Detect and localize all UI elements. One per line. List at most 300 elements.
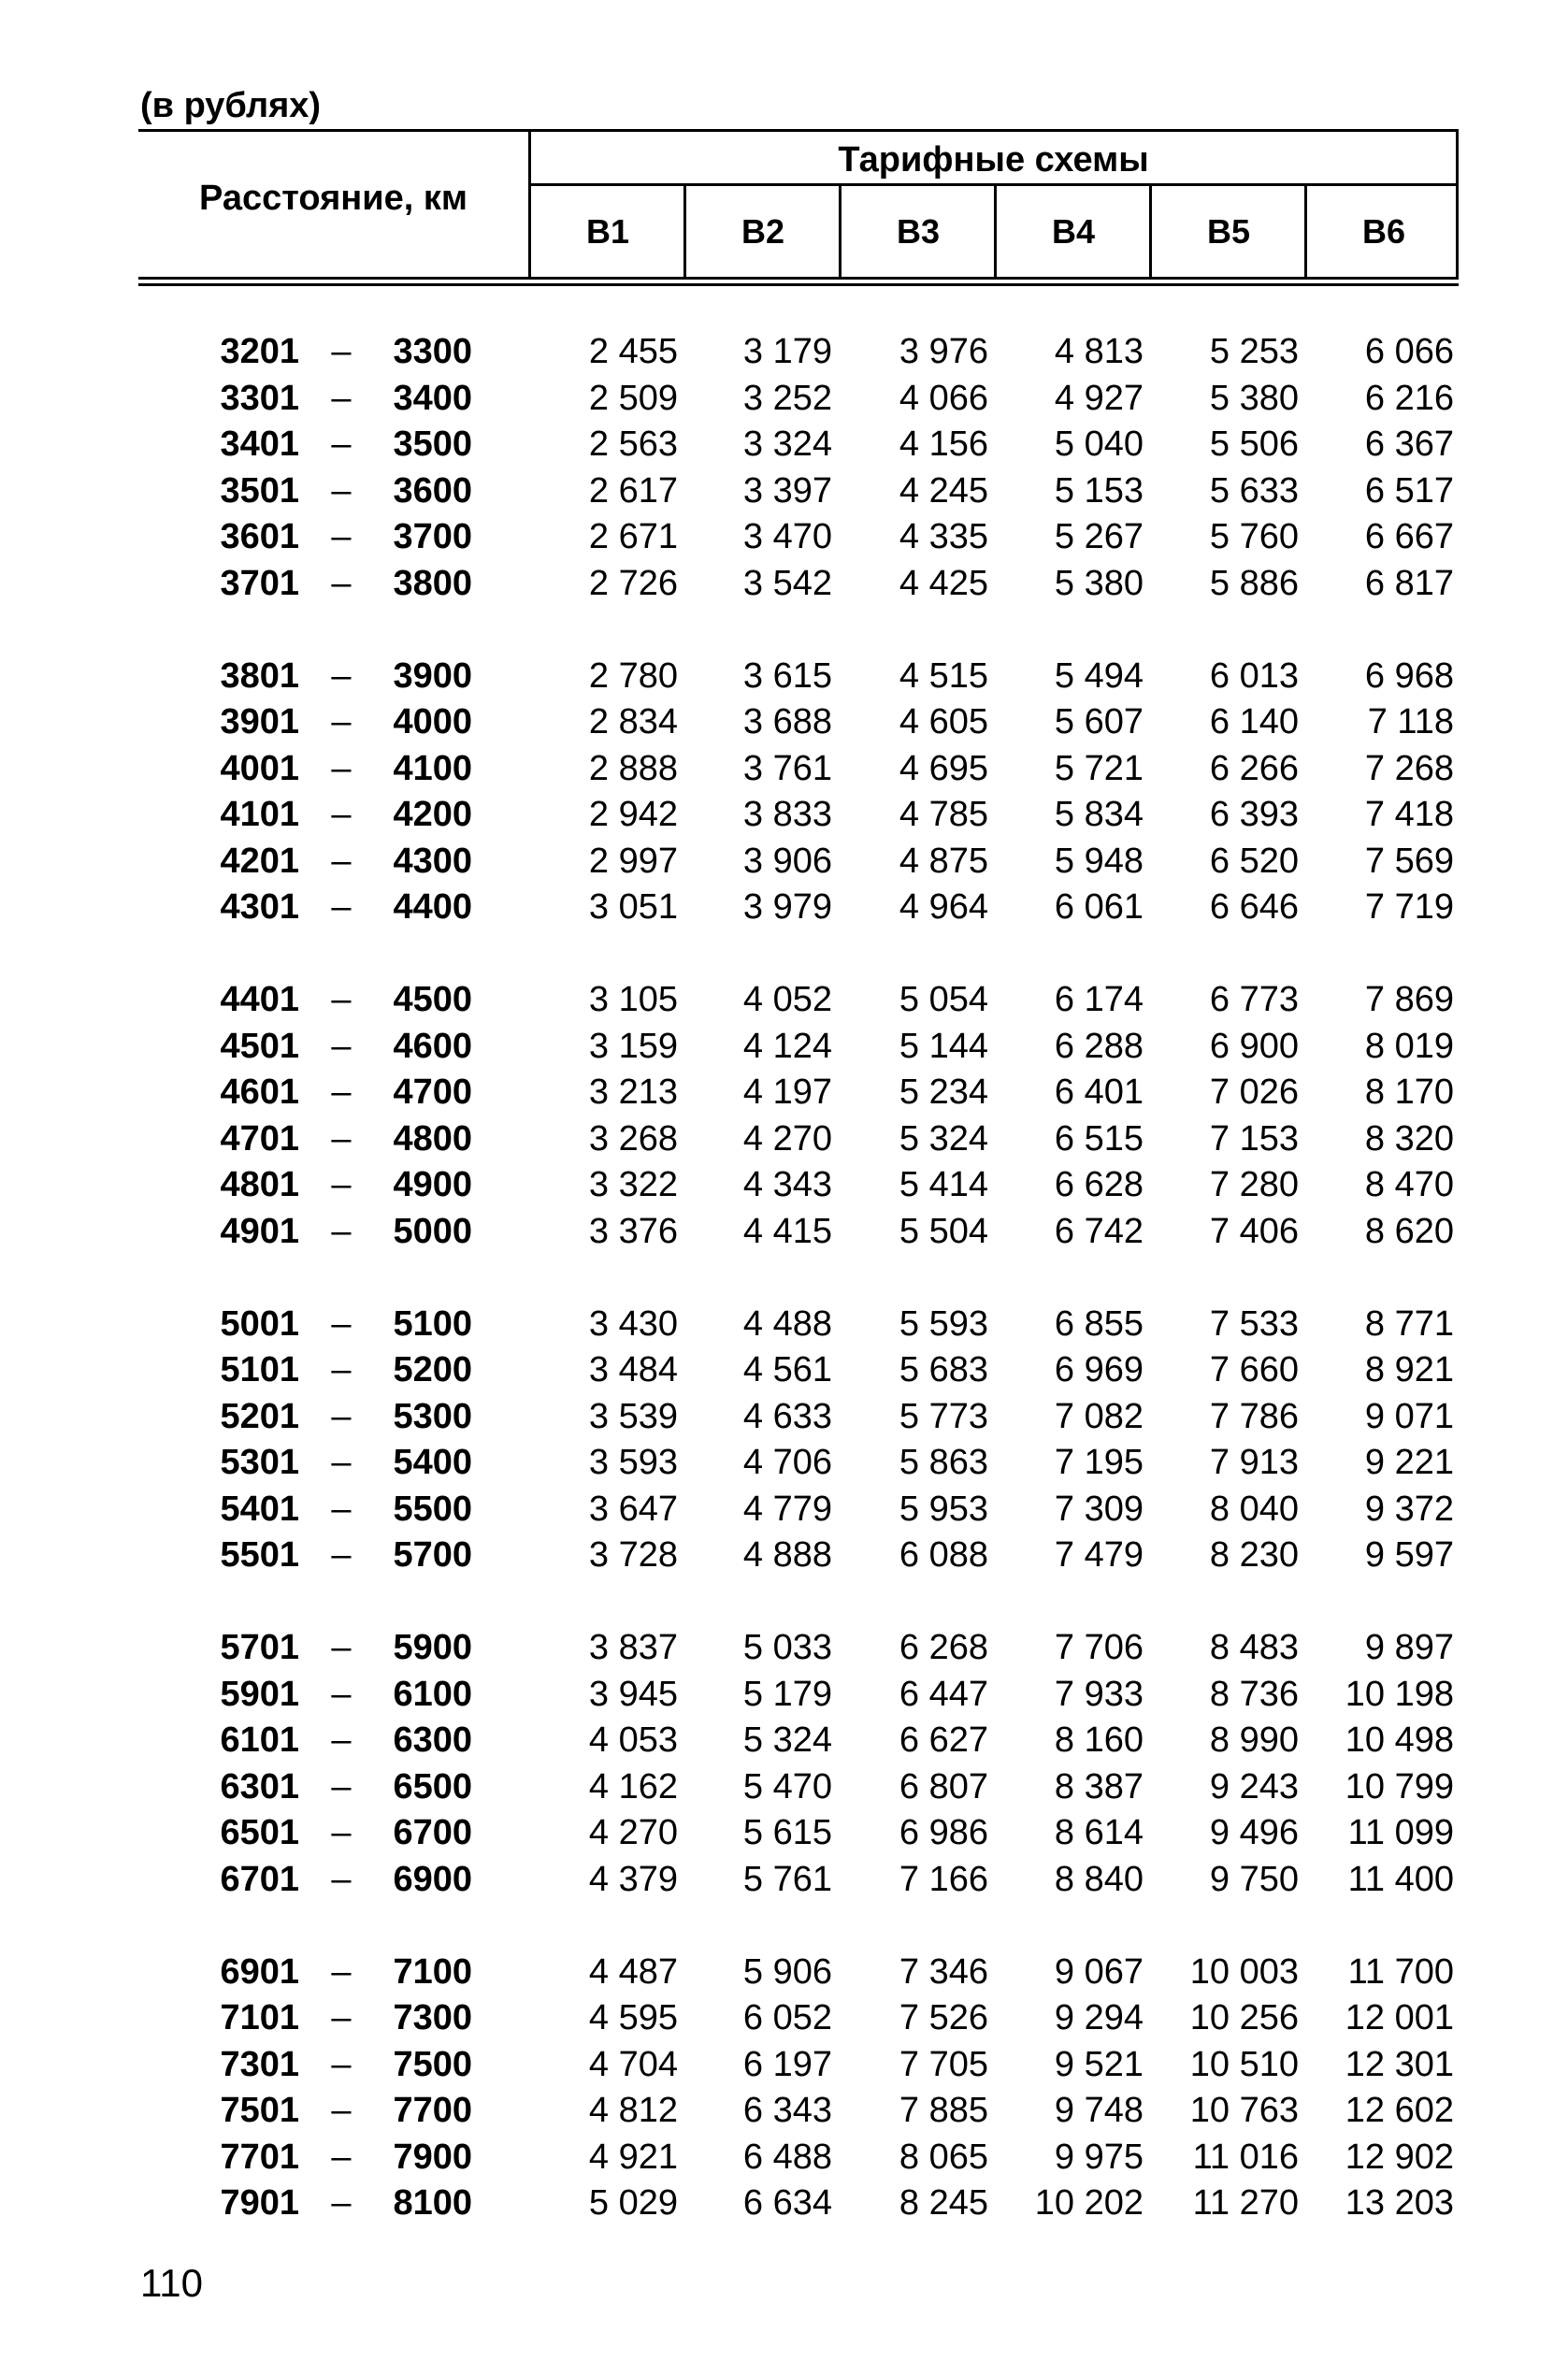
tariff-value-b1: 3 322 (588, 1165, 678, 1204)
tariff-value-b1: 3 837 (588, 1628, 678, 1667)
table-row (0, 885, 1568, 930)
tariff-value-b2: 3 615 (742, 655, 832, 696)
distance-from: 4801 (220, 1165, 299, 1204)
tariff-value-b6: 12 001 (1345, 1998, 1454, 2037)
distance-from: 3201 (220, 332, 299, 371)
tariff-value-b1: 3 159 (588, 1026, 678, 1066)
tariff-value-b6: 7 418 (1364, 795, 1454, 834)
tariff-value-b3: 7 526 (899, 1998, 988, 2037)
distance-to: 4300 (393, 841, 472, 881)
distance-dash: – (331, 1350, 352, 1389)
tariff-value-b1: 3 430 (588, 1303, 678, 1344)
tariff-value-b4: 8 387 (1054, 1766, 1144, 1806)
tariff-value-b1: 2 726 (588, 563, 678, 603)
distance-from: 3601 (220, 517, 299, 556)
tariff-value-b4: 5 380 (1054, 563, 1144, 603)
tariff-value-b2: 4 052 (742, 980, 832, 1019)
tariff-value-b1: 5 029 (588, 2183, 678, 2223)
table-row (0, 468, 1568, 514)
table-row (0, 2088, 1568, 2134)
distance-from: 4401 (220, 980, 299, 1019)
tariff-value-b3: 6 447 (899, 1674, 988, 1714)
distance-dash: – (331, 748, 352, 788)
distance-from: 5901 (220, 1674, 299, 1714)
tariff-value-b5: 8 990 (1209, 1720, 1299, 1760)
distance-dash: – (331, 1766, 352, 1806)
distance-dash: – (331, 517, 352, 556)
tariff-value-b2: 5 033 (742, 1628, 832, 1667)
tariff-value-b5: 5 253 (1209, 332, 1299, 371)
tariff-value-b5: 5 633 (1209, 470, 1299, 511)
tariff-value-b2: 4 633 (742, 1396, 832, 1436)
tariff-value-b4: 10 202 (1034, 2183, 1144, 2223)
table-row (0, 561, 1568, 607)
tariff-value-b6: 6 066 (1364, 332, 1454, 371)
tariff-value-b6: 12 902 (1345, 2137, 1454, 2177)
tariff-value-b6: 9 071 (1364, 1396, 1454, 1436)
tariff-value-b3: 4 605 (899, 702, 988, 741)
tariff-schemes-header: Тарифные схемы (838, 140, 1149, 180)
distance-to: 3300 (393, 332, 472, 371)
tariff-value-b5: 6 520 (1209, 841, 1299, 881)
table-row (0, 1209, 1568, 1255)
tariff-value-b2: 3 833 (742, 795, 832, 834)
distance-column-header: Расстояние, км (199, 179, 468, 218)
distance-from: 4701 (220, 1118, 299, 1159)
tariff-value-b6: 6 968 (1364, 655, 1454, 696)
tariff-value-b5: 10 510 (1189, 2044, 1299, 2084)
tariff-value-b4: 5 948 (1054, 841, 1144, 881)
table-row (0, 839, 1568, 885)
tariff-value-b6: 8 320 (1364, 1118, 1454, 1159)
distance-to: 3400 (393, 378, 472, 418)
tariff-value-b1: 3 647 (588, 1489, 678, 1529)
table-row (0, 1440, 1568, 1486)
distance-from: 7501 (220, 2091, 299, 2130)
distance-from: 4101 (220, 795, 299, 834)
distance-to: 4100 (393, 748, 472, 788)
distance-from: 4001 (220, 748, 299, 788)
tariff-value-b1: 2 509 (588, 378, 678, 418)
table-row (0, 1162, 1568, 1208)
distance-from: 4201 (220, 841, 299, 881)
distance-to: 4900 (393, 1165, 472, 1204)
tariff-value-b6: 6 817 (1364, 563, 1454, 603)
tariff-value-b2: 3 324 (742, 425, 832, 464)
tariff-value-b4: 6 969 (1054, 1350, 1144, 1389)
distance-dash: – (331, 1303, 352, 1344)
tariff-value-b6: 6 367 (1364, 425, 1454, 464)
tariff-value-b6: 7 118 (1367, 702, 1454, 741)
tariff-value-b1: 3 484 (588, 1350, 678, 1389)
table-row (0, 1533, 1568, 1578)
tariff-value-b5: 7 280 (1209, 1165, 1299, 1204)
distance-to: 3600 (393, 470, 472, 511)
tariff-value-b5: 6 900 (1209, 1026, 1299, 1066)
tariff-value-b3: 7 885 (899, 2091, 988, 2130)
tariff-value-b6: 11 099 (1347, 1813, 1454, 1852)
distance-from: 6501 (220, 1813, 299, 1852)
tariff-value-b4: 7 082 (1054, 1396, 1144, 1436)
tariff-value-b2: 4 779 (742, 1489, 832, 1529)
table-row (0, 2181, 1568, 2226)
tariff-value-b6: 12 301 (1345, 2044, 1454, 2084)
distance-to: 5200 (393, 1350, 472, 1389)
tariff-value-b5: 6 013 (1209, 655, 1299, 696)
tariff-value-b6: 8 921 (1364, 1350, 1454, 1389)
tariff-value-b5: 9 496 (1209, 1813, 1299, 1852)
tariff-value-b4: 7 706 (1054, 1628, 1144, 1667)
tariff-value-b1: 3 593 (588, 1443, 678, 1482)
distance-dash: – (331, 425, 352, 464)
table-row (0, 1302, 1568, 1347)
distance-to: 5100 (393, 1303, 472, 1344)
tariff-value-b6: 11 700 (1347, 1951, 1454, 1992)
tariff-value-b5: 7 533 (1209, 1303, 1299, 1344)
tariff-value-b6: 10 799 (1345, 1766, 1454, 1806)
tariff-value-b1: 4 053 (588, 1720, 678, 1760)
tariff-value-b6: 9 221 (1364, 1443, 1454, 1482)
distance-dash: – (331, 1489, 352, 1529)
tariff-value-b3: 5 593 (899, 1303, 988, 1344)
tariff-value-b4: 5 494 (1054, 655, 1144, 696)
distance-dash: – (331, 1628, 352, 1667)
distance-dash: – (331, 1535, 352, 1575)
distance-dash: – (331, 332, 352, 371)
tariff-value-b1: 2 563 (588, 425, 678, 464)
table-row (0, 1347, 1568, 1393)
tariff-value-b2: 5 470 (742, 1766, 832, 1806)
tariff-value-b4: 7 479 (1054, 1535, 1144, 1575)
tariff-value-b1: 4 812 (588, 2091, 678, 2130)
tariff-value-b4: 6 061 (1054, 887, 1144, 927)
distance-to: 7100 (393, 1951, 472, 1992)
tariff-value-b4: 8 160 (1054, 1720, 1144, 1760)
tariff-value-b4: 5 153 (1054, 470, 1144, 511)
distance-from: 6301 (220, 1766, 299, 1806)
table-row (0, 1625, 1568, 1671)
distance-dash: – (331, 795, 352, 834)
tariff-value-b2: 6 343 (742, 2091, 832, 2130)
tariff-value-b4: 4 927 (1054, 378, 1144, 418)
tariff-value-b6: 7 719 (1364, 887, 1454, 927)
tariff-value-b2: 4 706 (742, 1443, 832, 1482)
tariff-value-b1: 3 213 (588, 1072, 678, 1112)
tariff-value-b3: 7 166 (899, 1859, 988, 1899)
distance-to: 5000 (393, 1211, 472, 1251)
tariff-value-b3: 8 065 (899, 2137, 988, 2177)
tariff-value-b4: 6 515 (1054, 1118, 1144, 1159)
tariff-value-b4: 8 614 (1054, 1813, 1144, 1852)
distance-from: 4901 (220, 1211, 299, 1251)
distance-from: 7901 (220, 2183, 299, 2223)
tariff-value-b4: 6 401 (1054, 1072, 1144, 1112)
distance-to: 4800 (393, 1118, 472, 1159)
tariff-value-b2: 5 324 (742, 1720, 832, 1760)
tariff-value-b3: 5 773 (899, 1396, 988, 1436)
tariff-value-b1: 2 997 (588, 841, 678, 881)
tariff-value-b2: 4 270 (742, 1118, 832, 1159)
distance-from: 7301 (220, 2044, 299, 2084)
column-header-b3: В3 (896, 212, 941, 251)
distance-to: 3500 (393, 425, 472, 464)
tariff-value-b1: 2 617 (588, 470, 678, 511)
table-row (0, 2135, 1568, 2181)
table-row (0, 1857, 1568, 1903)
tariff-value-b2: 3 761 (742, 748, 832, 788)
tariff-value-b4: 8 840 (1054, 1859, 1144, 1899)
table-row (0, 977, 1568, 1023)
tariff-value-b5: 9 243 (1209, 1766, 1299, 1806)
tariff-value-b5: 5 506 (1209, 425, 1299, 464)
tariff-value-b2: 5 615 (742, 1813, 832, 1852)
distance-dash: – (331, 1118, 352, 1159)
tariff-value-b5: 8 483 (1209, 1628, 1299, 1667)
tariff-value-b2: 6 052 (742, 1998, 832, 2037)
table-caption: (в рублях) (140, 86, 322, 125)
distance-from: 3701 (220, 563, 299, 603)
distance-to: 4400 (393, 887, 472, 927)
tariff-value-b1: 2 888 (588, 748, 678, 788)
distance-from: 5701 (220, 1628, 299, 1667)
tariff-value-b3: 8 245 (899, 2183, 988, 2223)
tariff-value-b2: 3 979 (742, 887, 832, 927)
tariff-value-b3: 6 627 (899, 1720, 988, 1760)
distance-to: 3800 (393, 563, 472, 603)
distance-to: 7500 (393, 2044, 472, 2084)
tariff-value-b3: 5 953 (899, 1489, 988, 1529)
distance-to: 6500 (393, 1766, 472, 1806)
distance-to: 5700 (393, 1535, 472, 1575)
tariff-value-b3: 7 705 (899, 2044, 988, 2084)
tariff-value-b1: 3 105 (588, 980, 678, 1019)
tariff-value-b5: 7 153 (1209, 1118, 1299, 1159)
tariff-value-b4: 7 933 (1054, 1674, 1144, 1714)
tariff-value-b5: 10 003 (1189, 1951, 1299, 1992)
tariff-value-b6: 8 019 (1364, 1026, 1454, 1066)
distance-dash: – (331, 1026, 352, 1066)
distance-dash: – (331, 980, 352, 1019)
distance-from: 6701 (220, 1859, 299, 1899)
tariff-value-b1: 2 671 (588, 517, 678, 556)
tariff-value-b2: 4 488 (742, 1303, 832, 1344)
tariff-value-b5: 6 266 (1209, 748, 1299, 788)
tariff-value-b6: 9 372 (1364, 1489, 1454, 1529)
column-header-b1: В1 (585, 212, 630, 251)
tariff-value-b1: 3 268 (588, 1118, 678, 1159)
distance-dash: – (331, 841, 352, 881)
tariff-value-b1: 4 921 (588, 2137, 678, 2177)
tariff-value-b2: 4 888 (742, 1535, 832, 1575)
distance-from: 3901 (220, 702, 299, 741)
tariff-value-b3: 4 335 (899, 517, 988, 556)
tariff-value-b2: 3 470 (742, 517, 832, 556)
distance-to: 4500 (393, 980, 472, 1019)
tariff-value-b6: 10 198 (1345, 1674, 1454, 1714)
tariff-value-b3: 3 976 (899, 332, 988, 371)
table-row (0, 792, 1568, 838)
tariff-value-b3: 5 504 (899, 1211, 988, 1251)
tariff-value-b2: 3 397 (742, 470, 832, 511)
distance-dash: – (331, 1951, 352, 1992)
distance-from: 3501 (220, 470, 299, 511)
tariff-value-b2: 4 343 (742, 1165, 832, 1204)
tariff-value-b5: 7 660 (1209, 1350, 1299, 1389)
tariff-value-b3: 6 268 (899, 1628, 988, 1667)
tariff-value-b2: 3 252 (742, 378, 832, 418)
distance-from: 7701 (220, 2137, 299, 2177)
tariff-value-b4: 5 267 (1054, 517, 1144, 556)
tariff-value-b4: 9 521 (1054, 2044, 1144, 2084)
tariff-value-b3: 4 875 (899, 841, 988, 881)
distance-dash: – (331, 378, 352, 418)
distance-to: 3900 (393, 655, 472, 696)
tariff-value-b6: 13 203 (1345, 2183, 1454, 2223)
distance-from: 6101 (220, 1720, 299, 1760)
distance-dash: – (331, 1998, 352, 2037)
distance-from: 6901 (220, 1951, 299, 1992)
table-row (0, 514, 1568, 560)
tariff-value-b5: 11 270 (1192, 2183, 1299, 2223)
distance-dash: – (331, 2044, 352, 2084)
tariff-value-b2: 6 197 (742, 2044, 832, 2084)
tariff-value-b1: 3 728 (588, 1535, 678, 1575)
distance-dash: – (331, 1674, 352, 1714)
tariff-value-b4: 9 067 (1054, 1951, 1144, 1992)
tariff-value-b5: 6 773 (1209, 980, 1299, 1019)
table-row (0, 2042, 1568, 2088)
tariff-value-b5: 10 256 (1189, 1998, 1299, 2037)
table-row (0, 1672, 1568, 1718)
tariff-value-b5: 7 786 (1209, 1396, 1299, 1436)
tariff-value-b2: 3 542 (742, 563, 832, 603)
distance-to: 7700 (393, 2091, 472, 2130)
tariff-value-b4: 6 742 (1054, 1211, 1144, 1251)
distance-to: 7300 (393, 1998, 472, 2037)
tariff-value-b5: 10 763 (1189, 2091, 1299, 2130)
distance-to: 4600 (393, 1026, 472, 1066)
tariff-value-b5: 11 016 (1192, 2137, 1299, 2177)
tariff-value-b1: 4 270 (588, 1813, 678, 1852)
distance-from: 3801 (220, 655, 299, 696)
distance-dash: – (331, 1813, 352, 1852)
distance-dash: – (331, 1211, 352, 1251)
table-row (0, 1950, 1568, 1995)
tariff-value-b2: 3 906 (742, 841, 832, 881)
distance-dash: – (331, 2183, 352, 2223)
tariff-value-b6: 7 869 (1364, 980, 1454, 1019)
distance-dash: – (331, 1072, 352, 1112)
tariff-value-b6: 12 602 (1345, 2091, 1454, 2130)
distance-to: 6900 (393, 1859, 472, 1899)
tariff-value-b2: 4 561 (742, 1350, 832, 1389)
tariff-value-b6: 10 498 (1345, 1720, 1454, 1760)
table-row (0, 376, 1568, 422)
tariff-value-b1: 2 942 (588, 795, 678, 834)
table-row (0, 329, 1568, 375)
tariff-value-b1: 4 487 (588, 1951, 678, 1992)
table-row (0, 746, 1568, 792)
tariff-value-b2: 3 179 (742, 332, 832, 371)
tariff-value-b4: 5 834 (1054, 795, 1144, 834)
distance-dash: – (331, 1165, 352, 1204)
tariff-value-b6: 11 400 (1347, 1859, 1454, 1899)
distance-to: 7900 (393, 2137, 472, 2177)
tariff-value-b3: 4 245 (899, 470, 988, 511)
tariff-value-b3: 5 863 (899, 1443, 988, 1482)
tariff-value-b1: 3 376 (588, 1211, 678, 1251)
tariff-value-b1: 3 539 (588, 1396, 678, 1436)
distance-dash: – (331, 702, 352, 741)
distance-dash: – (331, 563, 352, 603)
distance-dash: – (331, 1859, 352, 1899)
tariff-value-b3: 4 515 (899, 655, 988, 696)
tariff-value-b4: 6 288 (1054, 1026, 1144, 1066)
tariff-value-b3: 5 144 (899, 1026, 988, 1066)
tariff-value-b6: 6 216 (1364, 378, 1454, 418)
tariff-value-b4: 6 174 (1054, 980, 1144, 1019)
table-row (0, 1070, 1568, 1116)
table-row (0, 1718, 1568, 1763)
column-header-b2: В2 (741, 212, 785, 251)
tariff-value-b3: 5 054 (899, 980, 988, 1019)
distance-to: 6700 (393, 1813, 472, 1852)
tariff-value-b4: 9 294 (1054, 1998, 1144, 2037)
tariff-value-b6: 6 517 (1364, 470, 1454, 511)
distance-to: 5400 (393, 1443, 472, 1482)
distance-from: 5001 (220, 1303, 299, 1344)
tariff-value-b3: 4 066 (899, 378, 988, 418)
column-header-b5: В5 (1206, 212, 1251, 251)
tariff-value-b6: 9 897 (1364, 1628, 1454, 1667)
distance-from: 4501 (220, 1026, 299, 1066)
tariff-value-b2: 6 634 (742, 2183, 832, 2223)
distance-dash: – (331, 655, 352, 696)
tariff-value-b2: 5 906 (742, 1951, 832, 1992)
distance-to: 5500 (393, 1489, 472, 1529)
tariff-value-b4: 5 040 (1054, 425, 1144, 464)
table-row (0, 1487, 1568, 1533)
column-header-b4: В4 (1051, 212, 1096, 251)
tariff-value-b5: 9 750 (1209, 1859, 1299, 1899)
tariff-value-b5: 6 646 (1209, 887, 1299, 927)
table-row (0, 1116, 1568, 1162)
tariff-value-b1: 4 704 (588, 2044, 678, 2084)
tariff-value-b3: 4 785 (899, 795, 988, 834)
distance-from: 4301 (220, 887, 299, 927)
table-row (0, 1764, 1568, 1810)
tariff-value-b4: 7 309 (1054, 1489, 1144, 1529)
tariff-value-b5: 7 406 (1209, 1211, 1299, 1251)
distance-dash: – (331, 1720, 352, 1760)
tariff-value-b4: 5 607 (1054, 702, 1144, 741)
tariff-value-b2: 4 197 (742, 1072, 832, 1112)
tariff-value-b4: 5 721 (1054, 748, 1144, 788)
tariff-value-b1: 2 780 (588, 655, 678, 696)
tariff-value-b3: 5 234 (899, 1072, 988, 1112)
table-row (0, 1394, 1568, 1440)
tariff-value-b2: 6 488 (742, 2137, 832, 2177)
tariff-value-b3: 4 425 (899, 563, 988, 603)
distance-from: 3301 (220, 378, 299, 418)
distance-dash: – (331, 1396, 352, 1436)
tariff-value-b5: 7 913 (1209, 1443, 1299, 1482)
distance-to: 6100 (393, 1674, 472, 1714)
tariff-value-b4: 6 628 (1054, 1165, 1144, 1204)
tariff-value-b4: 9 748 (1054, 2091, 1144, 2130)
tariff-value-b6: 8 170 (1364, 1072, 1454, 1112)
distance-from: 4601 (220, 1072, 299, 1112)
